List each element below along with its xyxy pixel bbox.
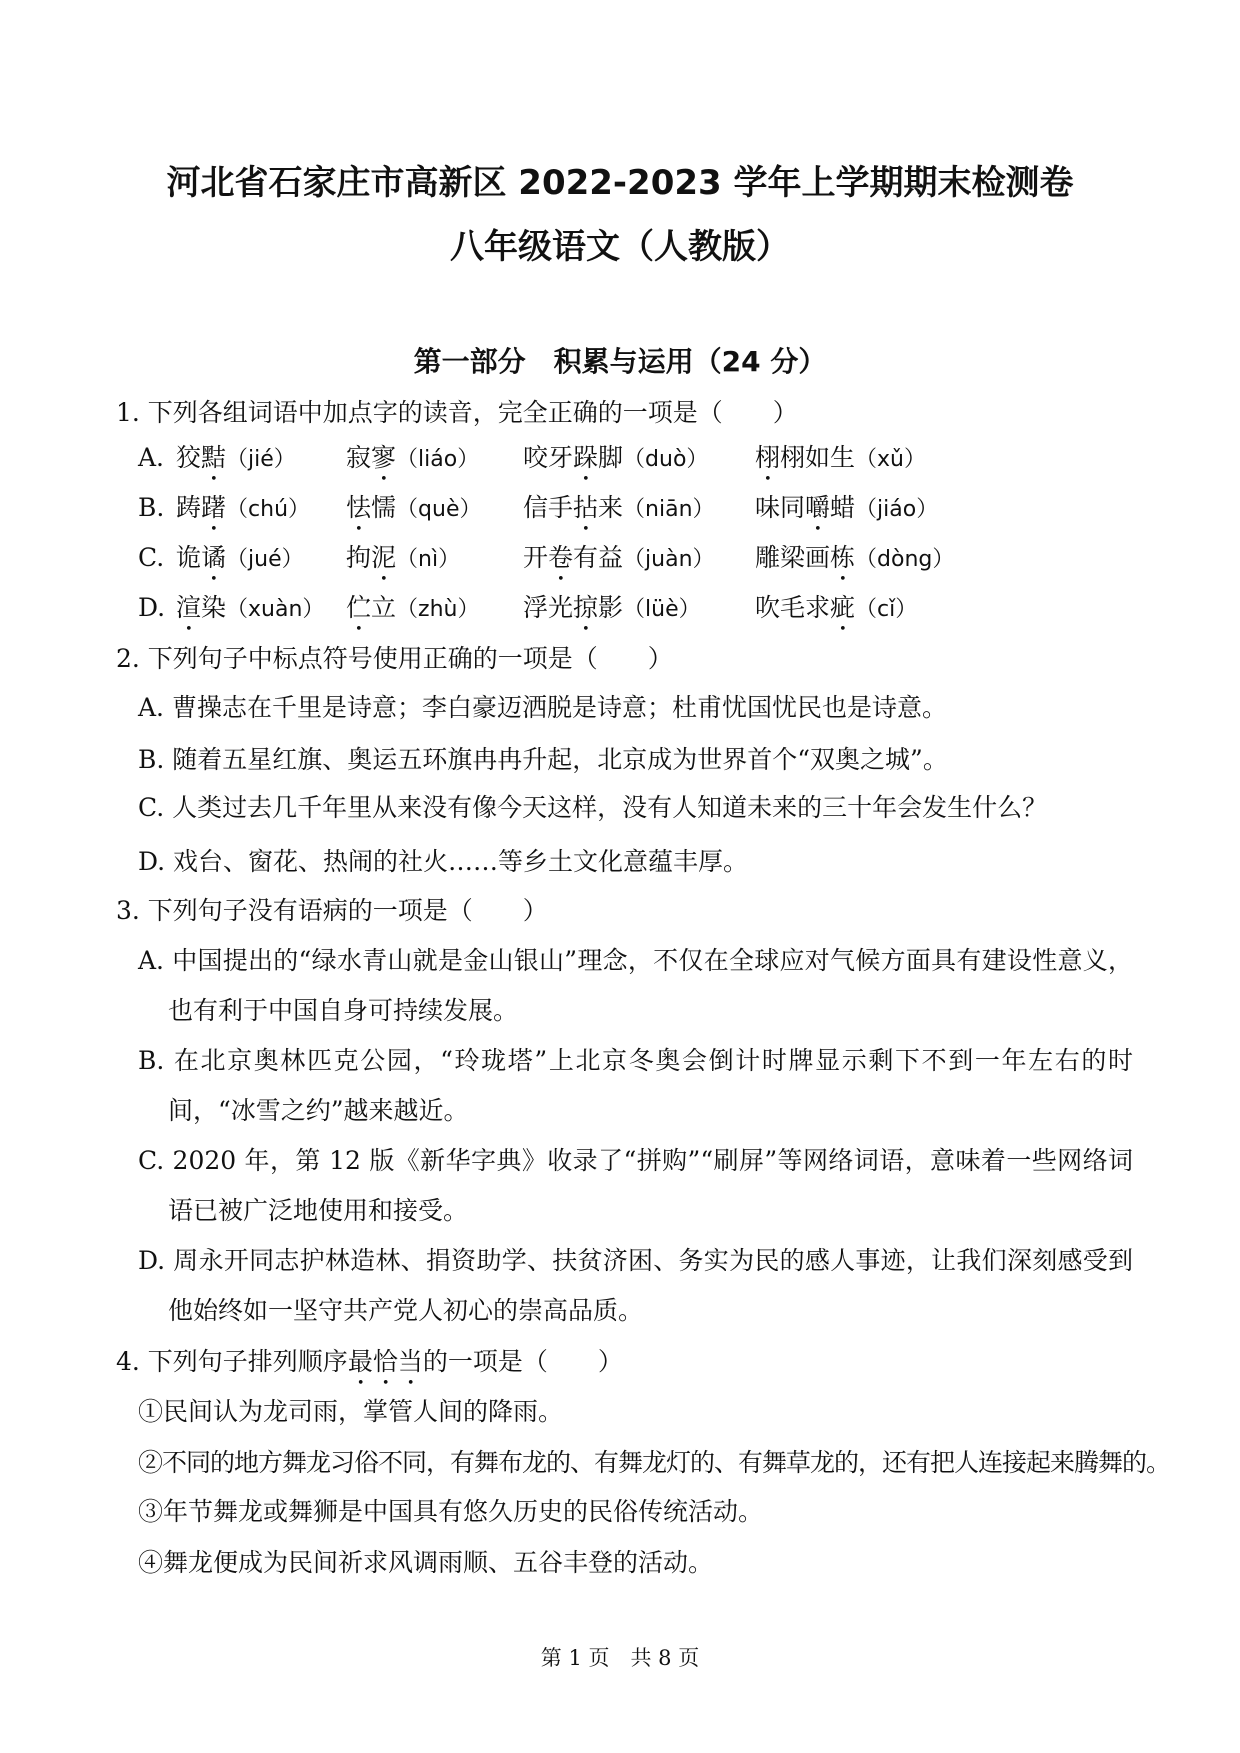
emphasized-char: 怯 bbox=[346, 493, 372, 522]
word-item bbox=[176, 533, 304, 587]
word-item bbox=[346, 433, 479, 487]
question-1-option-b-label: B. bbox=[138, 493, 165, 522]
word-part: 寂 bbox=[346, 443, 372, 472]
emphasized-char: 栋 bbox=[830, 543, 856, 572]
section-heading: 第一部分 积累与运用（24 分） bbox=[413, 345, 827, 378]
word-part: 信手 bbox=[523, 493, 574, 522]
word-part: 来 bbox=[598, 493, 624, 522]
word-part: 懦 bbox=[371, 493, 397, 522]
word-part: 味同 bbox=[755, 493, 806, 522]
emphasized-char: 谲 bbox=[201, 543, 227, 572]
pinyin: （chú） bbox=[226, 497, 311, 522]
pinyin: （cǐ） bbox=[855, 597, 918, 622]
question-3-option-d: D. 周永开同志护林造林、捐资助学、扶贫济困、务实为民的感人事迹，让我们深刻感受到他始终如一坚守共产党人初心的崇高品质。 bbox=[138, 1246, 1133, 1325]
question-4-stem-pre: 4. 下列句子排列顺序 bbox=[116, 1347, 348, 1376]
pinyin: （lüè） bbox=[623, 597, 701, 622]
word-item bbox=[176, 483, 310, 537]
word-part: 影 bbox=[598, 593, 624, 622]
emphasized-char: 渲 bbox=[176, 593, 202, 622]
emphasized-char: 泥 bbox=[371, 543, 397, 572]
pinyin: （jié） bbox=[226, 447, 296, 472]
word-part: 踌 bbox=[176, 493, 202, 522]
question-4-sentence-4: ④舞龙便成为民间祈求风调雨顺、五谷丰登的活动。 bbox=[138, 1548, 714, 1577]
word-part: 浮光 bbox=[523, 593, 574, 622]
word-item bbox=[523, 583, 701, 637]
word-part: 脚 bbox=[598, 443, 624, 472]
pinyin: （liáo） bbox=[396, 447, 480, 472]
question-2-option-c: C. 人类过去几千年里从来没有像今天这样，没有人知道未来的三十年会发生什么？ bbox=[138, 793, 1048, 822]
question-4-stem bbox=[116, 1337, 623, 1391]
emphasized-char: 嚼 bbox=[805, 493, 831, 522]
question-3-option-a: A. 中国提出的“绿水青山就是金山银山”理念，不仅在全球应对气候方面具有建设性意义，也有利于中国自身可持续发展。 bbox=[138, 946, 1133, 1025]
word-part: 开 bbox=[523, 543, 549, 572]
emphasized-char: 跺 bbox=[573, 443, 599, 472]
emphasized-char: 躇 bbox=[201, 493, 227, 522]
word-item bbox=[346, 583, 479, 637]
exam-subtitle: 八年级语文（人教版） bbox=[450, 227, 790, 267]
pinyin: （què） bbox=[396, 497, 482, 522]
word-item bbox=[176, 583, 324, 637]
question-1-option-c-label: C. bbox=[138, 543, 165, 572]
pinyin: （niān） bbox=[623, 497, 715, 522]
word-item bbox=[523, 433, 708, 487]
page-number: 第 1 页 共 8 页 bbox=[540, 1646, 700, 1670]
pinyin: （jiáo） bbox=[855, 497, 939, 522]
question-4-stem-emphasis: 最恰当 bbox=[347, 1347, 423, 1376]
word-item bbox=[755, 583, 917, 637]
question-3-option-b: B. 在北京奥林匹克公园，“玲珑塔”上北京冬奥会倒计时牌显示剩下不到一年左右的时间，“冰雪之约”越来越近。 bbox=[138, 1046, 1133, 1125]
question-4-stem-post: 的一项是（ ） bbox=[422, 1347, 623, 1376]
word-part: 蜡 bbox=[830, 493, 856, 522]
pinyin: （juàn） bbox=[623, 547, 715, 572]
question-3-stem: 3. 下列句子没有语病的一项是（ ） bbox=[116, 896, 548, 925]
emphasized-char: 伫 bbox=[346, 593, 372, 622]
question-2-option-d: D. 戏台、窗花、热闹的社火……等乡土文化意蕴丰厚。 bbox=[138, 847, 749, 876]
word-item bbox=[346, 533, 460, 587]
word-part: 栩如生 bbox=[780, 443, 856, 472]
question-4-sentence-3: ③年节舞龙或舞狮是中国具有悠久历史的民俗传统活动。 bbox=[138, 1497, 764, 1526]
pinyin: （zhù） bbox=[396, 597, 480, 622]
word-item bbox=[523, 533, 715, 587]
pinyin: （dòng） bbox=[855, 547, 955, 572]
word-part: 有益 bbox=[573, 543, 624, 572]
emphasized-char: 黠 bbox=[201, 443, 227, 472]
pinyin: （xuàn） bbox=[226, 597, 325, 622]
word-part: 吹毛求 bbox=[755, 593, 831, 622]
emphasized-char: 栩 bbox=[755, 443, 781, 472]
question-1-option-d-label: D. bbox=[138, 593, 166, 622]
question-2-option-a: A. 曹操志在千里是诗意；李白豪迈洒脱是诗意；杜甫忧国忧民也是诗意。 bbox=[138, 693, 947, 722]
question-3-option-c: C. 2020 年，第 12 版《新华字典》收录了“拼购”“刷屏”等网络词语，意味着一些网络词语已被广泛地使用和接受。 bbox=[138, 1146, 1133, 1225]
word-item bbox=[523, 483, 715, 537]
word-item bbox=[176, 433, 296, 487]
emphasized-char: 拈 bbox=[573, 493, 599, 522]
word-item bbox=[755, 483, 938, 537]
word-item bbox=[755, 533, 954, 587]
word-part: 雕梁画 bbox=[755, 543, 831, 572]
word-part: 拘 bbox=[346, 543, 372, 572]
question-2-stem: 2. 下列句子中标点符号使用正确的一项是（ ） bbox=[116, 644, 673, 673]
emphasized-char: 掠 bbox=[573, 593, 599, 622]
word-item bbox=[346, 483, 481, 537]
question-1-stem: 1. 下列各组词语中加点字的读音，完全正确的一项是（ ） bbox=[116, 398, 798, 427]
word-part: 咬牙 bbox=[523, 443, 574, 472]
emphasized-char: 寥 bbox=[371, 443, 397, 472]
word-part: 染 bbox=[201, 593, 227, 622]
pinyin: （xǔ） bbox=[855, 447, 926, 472]
word-part: 立 bbox=[371, 593, 397, 622]
word-part: 狡 bbox=[176, 443, 202, 472]
pinyin: （jué） bbox=[226, 547, 304, 572]
question-4-sentence-2: ②不同的地方舞龙习俗不同，有舞布龙的、有舞龙灯的、有舞草龙的，还有把人连接起来腾舞的。 bbox=[138, 1448, 1171, 1477]
pinyin: （nì） bbox=[396, 547, 461, 572]
pinyin: （duò） bbox=[623, 447, 709, 472]
emphasized-char: 卷 bbox=[548, 543, 574, 572]
word-part: 诡 bbox=[176, 543, 202, 572]
exam-title: 河北省石家庄市高新区 2022-2023 学年上学期期末检测卷 bbox=[166, 163, 1074, 203]
emphasized-char: 疵 bbox=[830, 593, 856, 622]
word-item bbox=[755, 433, 926, 487]
question-2-option-b: B. 随着五星红旗、奥运五环旗冉冉升起，北京成为世界首个“双奥之城”。 bbox=[138, 745, 948, 774]
question-1-option-a-label: A. bbox=[138, 443, 165, 472]
question-4-sentence-1: ①民间认为龙司雨，掌管人间的降雨。 bbox=[138, 1397, 564, 1426]
